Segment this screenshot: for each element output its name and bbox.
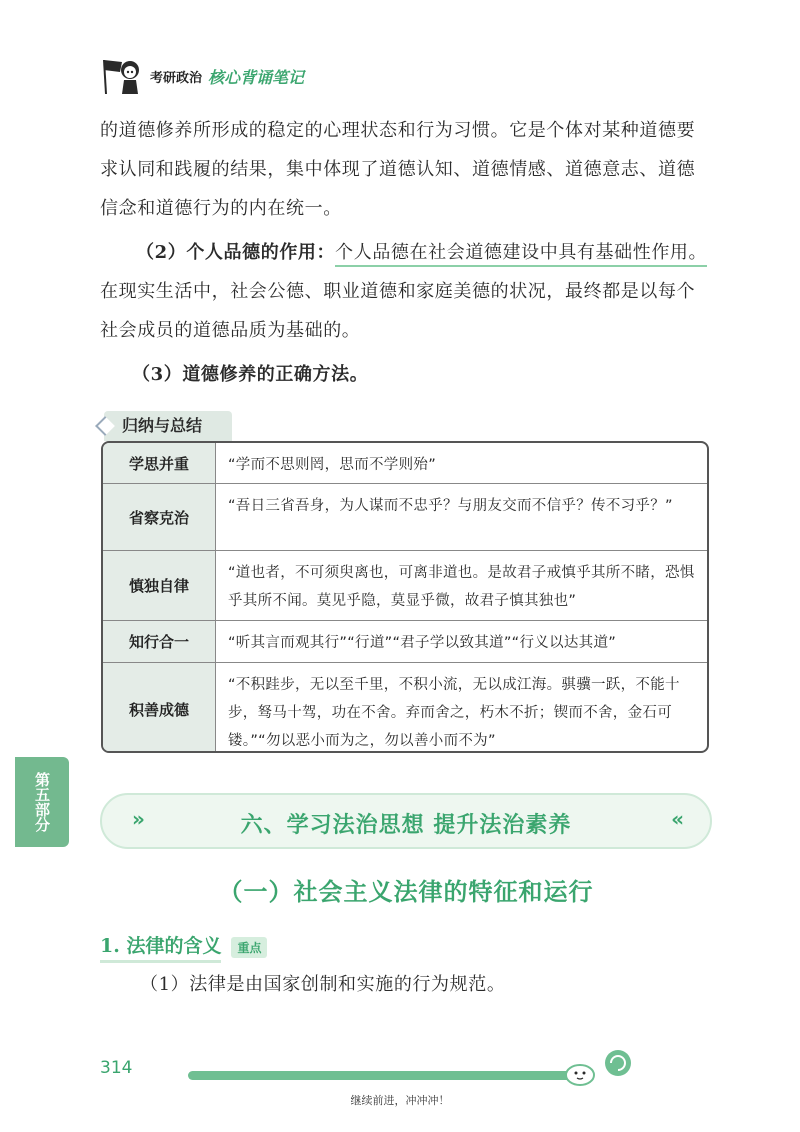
summary-row (103, 662, 707, 753)
subsection-heading (100, 931, 267, 963)
double-chevron-left-icon: « (671, 807, 680, 831)
underlined-key-point: 个人品德在社会道德建设中具有基础性作用。 (335, 242, 707, 267)
summary-row (103, 443, 707, 483)
summary-row-label: 省察克治 (103, 484, 216, 550)
page-header (100, 56, 304, 96)
summary-row-text: “听其言而观其行”“行道”“君子学以致其道”“行义以达其道” (228, 635, 617, 651)
chapter-title: 六、学习法治思想 提升法治素养 (240, 813, 572, 838)
paragraph-rest: 在现实生活中，社会公德、职业道德和家庭美德的状况，最终都是以每个社会成员的道德品质为基础的。 (100, 281, 696, 341)
header-title: 核心背诵笔记 (208, 67, 305, 87)
summary-row (103, 483, 707, 550)
paragraph-law-definition: （1）法律是由国家创制和实施的行为规范。 (140, 974, 506, 995)
summary-row-label: 慎独自律 (103, 551, 216, 620)
footer-progress-bar (188, 1071, 574, 1080)
paragraph-personal-morality-role (100, 233, 712, 350)
chapter-banner (100, 793, 712, 849)
header-subject: 考研政治 (150, 70, 203, 86)
mascot-flag-icon (100, 56, 146, 96)
page-number: 314 (100, 1058, 133, 1078)
summary-row (103, 620, 707, 662)
snail-mascot-icon (560, 1043, 636, 1087)
subsection-title: 1. 法律的含义 (100, 931, 221, 963)
summary-row-text: “学而不思则罔，思而不学则殆” (228, 457, 437, 473)
summary-tab: 归纳与总结 (104, 411, 232, 441)
double-chevron-right-icon: » (132, 807, 141, 831)
part-side-tab[interactable]: 第五部分 (15, 757, 69, 847)
section-title: （一）社会主义法律的特征和运行 (218, 877, 594, 906)
paragraph-lead: （2）个人品德的作用： (136, 242, 336, 263)
summary-row-text: “道也者，不可须臾离也，可离非道也。是故君子戒慎乎其所不睹，恐惧乎其所不闻。莫见乎隐，莫显乎微，故君子慎其独也” (228, 565, 695, 609)
summary-row-label: 知行合一 (103, 621, 216, 662)
summary-row-label: 学思并重 (103, 443, 216, 483)
summary-table (101, 441, 709, 753)
footer-slogan: 继续前进，冲冲冲！ (350, 1094, 450, 1107)
paragraph-correct-methods: （3）道德修养的正确方法。 (132, 364, 369, 385)
key-point-badge: 重点 (231, 937, 267, 958)
paragraph-moral-cultivation: 的道德修养所形成的稳定的心理状态和行为习惯。它是个体对某种道德要求认同和践履的结果，集中体现了道德认知、道德情感、道德意志、道德信念和道德行为的内在统一。 (100, 120, 696, 219)
summary-row-text: “吾日三省吾身，为人谋而不忠乎？与朋友交而不信乎？传不习乎？” (228, 498, 673, 514)
summary-row-text: “不积跬步，无以至千里，不积小流，无以成江海。骐骥一跃，不能十步，驽马十驾，功在不舍。弃而舍之，朽木不折；锲而不舍，金石可镂。”“勿以恶小而为之，勿以善小而不为” (228, 677, 680, 749)
summary-row (103, 550, 707, 620)
summary-row-label: 积善成德 (103, 663, 216, 753)
